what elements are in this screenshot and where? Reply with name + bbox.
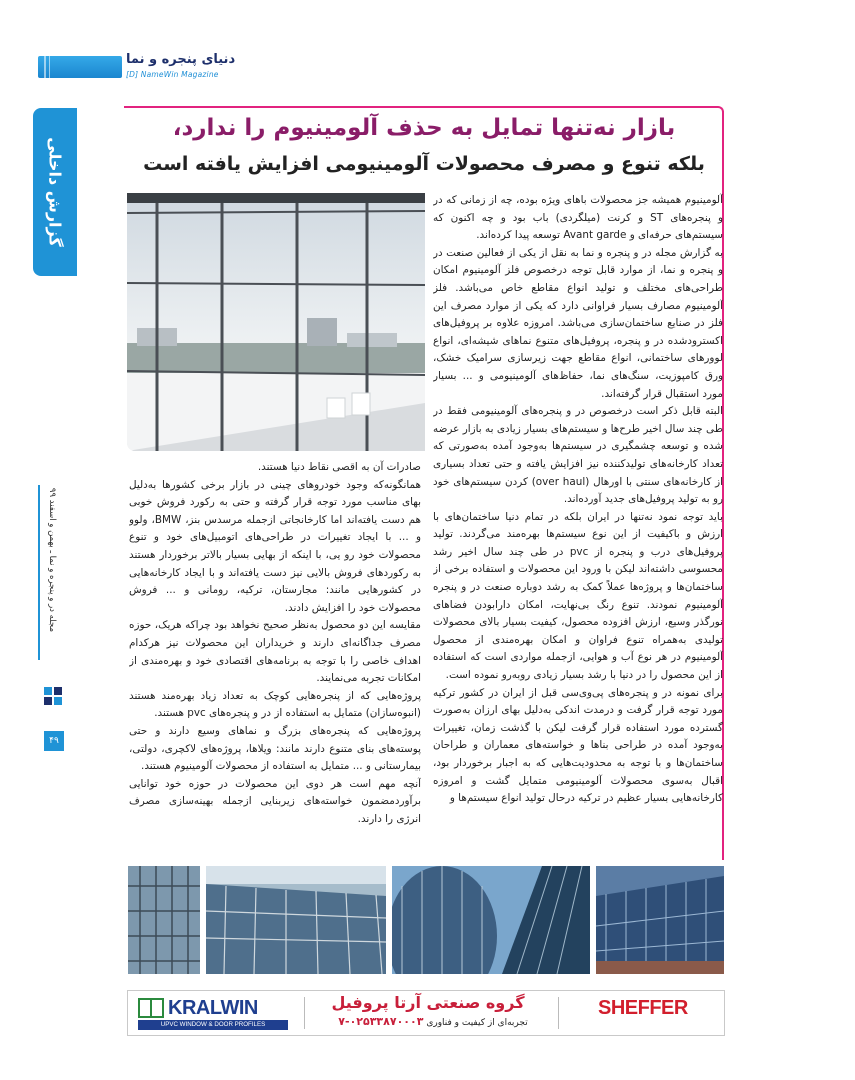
ad-tagline-text: تجربه‌ای از کیفیت و فناوری bbox=[426, 1018, 528, 1028]
issue-logo-icon bbox=[42, 685, 64, 709]
brand-logo-sub: [D] NameWin Magazine bbox=[126, 70, 219, 79]
facade-photo bbox=[596, 866, 724, 974]
brand-logo: دنیای پنجره و نما bbox=[126, 52, 236, 67]
ad-phone: ۰۲۵۳۳۸۷۰۰۰۳-۷ bbox=[338, 1015, 424, 1028]
paragraph: همانگونه‌که وجود خودروهای چینی در بازار برخی کشورها به‌دلیل بهای مناسب مورد توجه قرار گرفته و حتی به رکورد فروش خوبی هم دست یافته‌اند اما کارخانجاتی ازجمله مرسدس بنز، BMW، ولوو و ... با ایجاد تغییرات در طراحی‌های اتومبیل‌های خود و تنوع محصولات خود رو یی، با اینکه از بهایی بسیار بالاتر برخوردار هستند به رکوردهای فروش بالایی نیز دست یافته‌اند و با ایجاد کارخانه‌هایی در کشورهایی مانند: مجارستان، ترکیه، رومانی و ... فروش محصولات خود را افزایش دادند. bbox=[129, 478, 421, 614]
ad-company-name: گروه صنعتی آرتا پروفیل bbox=[331, 993, 525, 1012]
paragraph: البته قابل ذکر است درخصوص در و پنجره‌های آلومینیومی فقط در طی چند سال اخیر طرح‌ها و سیستم‌های بسیار زیادی به بازار عرضه شده و توسعه چشمگیری در سیستم‌ها به‌وجود آمده به‌صورتی که تعداد کارخانه‌های تولیدکننده نیز افزایش یافته و حتی تعداد بسیاری از کارخانه‌های سنتی با اورهال (over haul) کردن سیستم‌های خود رو به تولید پروفیل‌های جدید آورده‌اند. bbox=[433, 405, 723, 506]
hero-photo bbox=[127, 193, 425, 451]
ad-divider bbox=[558, 997, 559, 1029]
paragraph: آلومینیوم همیشه جز محصولات باهای ویژه بوده، چه از زمانی که در و پنجره‌های ST و کرنت (میلگردی) باب بود و چه اکنون که سیستم‌های حرفه‌ای و Avant garde توسعه پیدا کرده‌اند. bbox=[433, 194, 723, 242]
paragraph: پروژه‌هایی که از پنجره‌هایی کوچک به تعداد زیاد بهره‌مند هستند (انبوه‌سازان) متمایل به استفاده از در و پنجره‌های pvc هستند. bbox=[129, 689, 421, 720]
paragraph: آنچه مهم است هر دوی این محصولات در حوزه خود توانایی برآوردمضمون خواسته‌های زیربنایی ازجمله بهینه‌سازی مصرف انرژی را دارند. bbox=[129, 777, 421, 825]
section-tab-label: گزارش داخلی bbox=[45, 137, 65, 247]
kralwin-name: KRALWIN bbox=[168, 997, 258, 1019]
paragraph: باید توجه نمود نه‌تنها در ایران بلکه در تمام دنیا ساختمان‌های با ارزش و باکیفیت از این نوع سیستم‌ها بهره‌مند می‌گردند. تولید پروفیل‌های درب و پنجره از pvc در طی چند سال اخیر رشد محسوسی داشته‌اند لیکن با ورود این محصولات و استفاده برخی از ساختمان‌ها و پروژه‌ها عملاً کمک به رشد دوباره صنعت در و پنجره آلومینیوم نمودند. تنوع رنگ بی‌نهایت، امکان دارابودن فضاهای نورگذر وسیع، ارزش افزوده محصول، کیفیت بسیار بالای محصولات تولیدی به‌همراه تنوع فراوان و امکان بهره‌مندی از محصول آلومینیوم در هر نوع آب و هوایی، ازجمله مواردی است که استفاده از این محصول را در دنیا با رشد بسیار زیادی روبه‌رو نموده است. bbox=[433, 510, 723, 682]
issue-rule bbox=[38, 485, 40, 660]
photo-strip bbox=[128, 866, 724, 974]
facade-photo bbox=[128, 866, 200, 974]
body-column-right bbox=[433, 192, 723, 864]
sheffer-logo: SHEFFER bbox=[598, 997, 688, 1019]
page-number: ۴۹ bbox=[44, 731, 64, 751]
body-column-left bbox=[129, 459, 421, 864]
paragraph: پروژه‌هایی که پنجره‌های بزرگ و نماهای وسیع دارند و حتی پوسته‌های بنای متنوع دارند مانند: ویلاها، پروژه‌های لاکچری، دولتی، بیمارستانی و ... متمایل به استفاده از محصولات آلومینیوم هستند. bbox=[129, 724, 421, 773]
ad-divider bbox=[304, 997, 305, 1029]
section-tab bbox=[33, 108, 77, 276]
kralwin-tagline: UPVC WINDOW & DOOR PROFILES bbox=[138, 1020, 288, 1030]
ad-banner[interactable] bbox=[127, 990, 725, 1036]
subheadline: بلکه تنوع و مصرف محصولات آلومینیومی افزایش یافته است bbox=[143, 153, 705, 175]
magazine-issue: مجله در و پنجره و نما ـ بهمن و اسفند ۹۹ bbox=[47, 487, 57, 633]
paragraph: مقایسه این دو محصول به‌نظر صحیح نخواهد بود چراکه هریک، حوزه مصرف جداگانه‌ای دارند و خریداران این محصولات نیز هرکدام اهداف خاصی را با توجه به برنامه‌های اقتصادی خود و بهره‌مندی از امکانات تجربه می‌نمایند. bbox=[129, 619, 421, 685]
facade-photo bbox=[206, 866, 386, 974]
headline: بازار نه‌تنها تمایل به حذف آلومینیوم را ندارد، bbox=[172, 115, 676, 141]
window-icon bbox=[138, 998, 164, 1018]
brand-bar bbox=[38, 56, 122, 78]
facade-photo bbox=[392, 866, 590, 974]
kralwin-logo bbox=[138, 996, 298, 1030]
paragraph: صادرات آن به اقصی نقاط دنیا هستند. bbox=[257, 461, 421, 473]
paragraph: به گزارش مجله در و پنجره و نما به نقل از یکی از فعالین صنعت در و پنجره و نما، از موارد قابل توجه درخصوص فلز آلومینیوم امکان طراحی‌های مختلف و تولید انواع مقاطع خاص می‌باشد. فلز آلومینیوم مصارف بسیار فراوانی دارد که یکی از موارد مصرف این فلز در صنایع ساختمان‌سازی می‌باشد. امروزه علاوه بر پروفیل‌های اکسترودشده در و پنجره، پروفیل‌های متنوع نماهای شیشه‌ای، انواع لوورهای ساختمانی، انواع مقاطع جهت زیرسازی سرامیک خشک، ورق کامپوزیت، سنگ‌های نما، حفاظ‌های آلومینیومی و ... بسیار مورد استقبال قرار گرفته‌اند. bbox=[433, 246, 723, 400]
paragraph: برای نمونه در و پنجره‌های پی‌وی‌سی قبل از ایران در کشور ترکیه مورد توجه قرار گرفت و درمدت اندکی به‌دلیل بهای ارزان به‌صورت گسترده مورد استفاده قرار گرفت لیکن با گذشت زمان، تغییرات به‌وجود آمده در طراحی بناها و خواسته‌های معماران و طراحان ساختمان‌ها و با توجه به محدودیت‌هایی که به اجبار برخوردار بود، اقبال به‌سوی محصولات آلومینیومی متمایل گشت و امروزه کارخانه‌هایی بسیار عظیم در ترکیه درحال تولید انواع سیستم‌ها و bbox=[433, 686, 723, 805]
ad-tagline bbox=[318, 1015, 548, 1028]
